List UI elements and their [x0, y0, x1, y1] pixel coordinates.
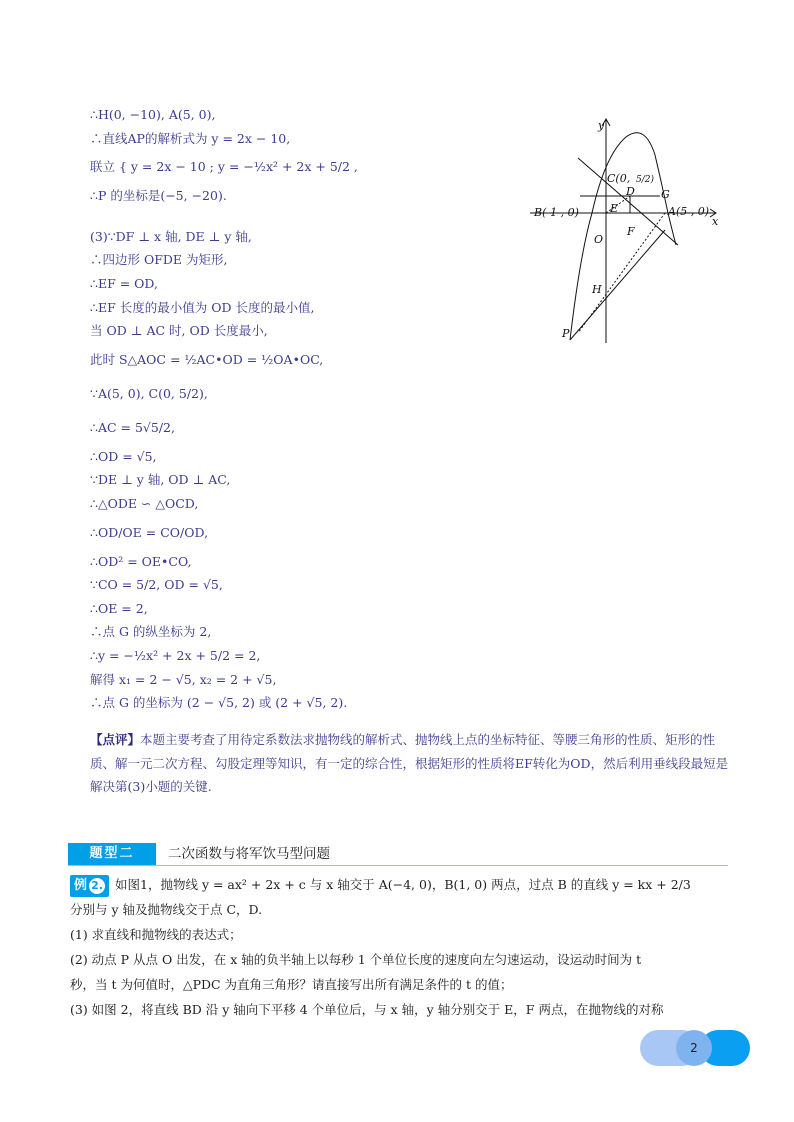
page-number: 2 [690, 1041, 698, 1055]
solution-line: ∵CO = 5/2, OD = √5, [90, 577, 223, 593]
solution-gap [90, 208, 530, 225]
solution-line: ∴四边形 OFDE 为矩形, [90, 252, 228, 268]
section-title: 二次函数与将军饮马型问题 [168, 846, 330, 862]
example-text: 如图1，抛物线 y = ax² + 2x + c 与 x 轴交于 A(−4, 0)，B(1, 0) 两点，过点 B 的直线 y = kx + 2/3 [115, 877, 691, 892]
solution-line: ∵DE ⊥ y 轴, OD ⊥ AC, [90, 472, 231, 488]
example-line: 秒，当 t 为何值时，△PDC 为直角三角形？请直接写出所有满足条件的 t 的值； [70, 977, 513, 992]
label-c: C(0, [607, 172, 631, 185]
solution-line: ∴△ODE ∽ △OCD, [90, 495, 199, 511]
solution-block [90, 103, 530, 715]
label-o: O [594, 233, 604, 246]
solution-line: ∴EF = OD, [90, 275, 158, 291]
label-a: A(5 , 0) [668, 205, 710, 218]
label-p: P [562, 327, 570, 340]
dotted-line [578, 213, 665, 333]
solution-line: ∴OD/OE = CO/OD, [90, 524, 209, 540]
example-badge-text: 例 [74, 877, 88, 893]
page-number-badge [640, 1030, 750, 1066]
example-line: 分别与 y 轴及抛物线交于点 C，D. [70, 902, 263, 917]
solution-line: ∴OE = 2, [90, 600, 148, 616]
review-paragraph [90, 728, 730, 799]
label-x: x [712, 215, 719, 228]
section-banner [68, 843, 728, 866]
solution-line: 此时 S△AOC = ½AC•OD = ½OA•OC, [90, 351, 324, 367]
example-line: (1) 求直线和抛物线的表达式； [70, 927, 242, 942]
solution-line: ∴OD = √5, [90, 448, 157, 464]
solution-line: ∴点 G 的坐标为 (2 − √5, 2) 或 (2 + √5, 2). [90, 695, 348, 711]
solution-line: (3)∵DF ⊥ x 轴, DE ⊥ y 轴, [90, 228, 252, 244]
solution-line: ∴EF 长度的最小值为 OD 长度的最小值, [90, 299, 315, 315]
example-number: 2. [89, 878, 105, 894]
label-f: F [627, 225, 635, 238]
solution-line: ∴P 的坐标是(−5, −20). [90, 188, 227, 204]
solution-line: ∴点 G 的纵坐标为 2, [90, 624, 212, 640]
example-problem [70, 872, 730, 1022]
review-tag: 【点评】 [90, 732, 141, 747]
label-b: B(-1 , 0) [534, 206, 579, 219]
solution-line: ∴AC = 5√5/2, [90, 419, 175, 435]
solution-line: 联立 { y = 2x − 10 ; y = −½x² + 2x + 5/2 , [90, 159, 358, 175]
label-y: y [598, 119, 605, 132]
example-badge [70, 875, 109, 897]
review-text: 本题主要考查了用待定系数法求抛物线的解析式、抛物线上点的坐标特征、等腰三角形的性质、矩形的性质、解一元二次方程、勾股定理等知识，有一定的综合性，根据矩形的性质将EF转化为OD，然后利用垂线段最短是解决第(3)小题的关键. [90, 732, 729, 795]
solution-line: ∴y = −½x² + 2x + 5/2 = 2, [90, 647, 261, 663]
solution-line: ∴OD² = OE•CO, [90, 553, 192, 569]
solution-line: ∵A(5, 0), C(0, 5/2), [90, 385, 208, 401]
solution-line: ∴H(0, −10), A(5, 0), [90, 107, 216, 122]
label-e: E [610, 202, 619, 215]
label-h: H [592, 283, 602, 296]
section-label: 题型二 [68, 843, 156, 865]
label-d: D [626, 185, 635, 198]
solution-line: 解得 x₁ = 2 − √5, x₂ = 2 + √5, [90, 671, 277, 687]
example-line: (3) 如图 2，将直线 BD 沿 y 轴向下平移 4 个单位后，与 x 轴，y 轴分别交于 E，F 两点，在抛物线的对称 [70, 1002, 664, 1017]
example-line: (2) 动点 P 从点 O 出发，在 x 轴的负半轴上以每秒 1 个单位长度的速度向左匀速运动，设运动时间为 t [70, 952, 642, 967]
example-line [70, 872, 730, 897]
solution-line: ∴直线AP的解析式为 y = 2x − 10, [90, 130, 291, 146]
label-g: G [661, 188, 670, 201]
solution-line: 当 OD ⊥ AC 时, OD 长度最小, [90, 323, 268, 339]
parabola-figure [530, 115, 730, 345]
label-c-frac: 5/2) [636, 175, 654, 185]
